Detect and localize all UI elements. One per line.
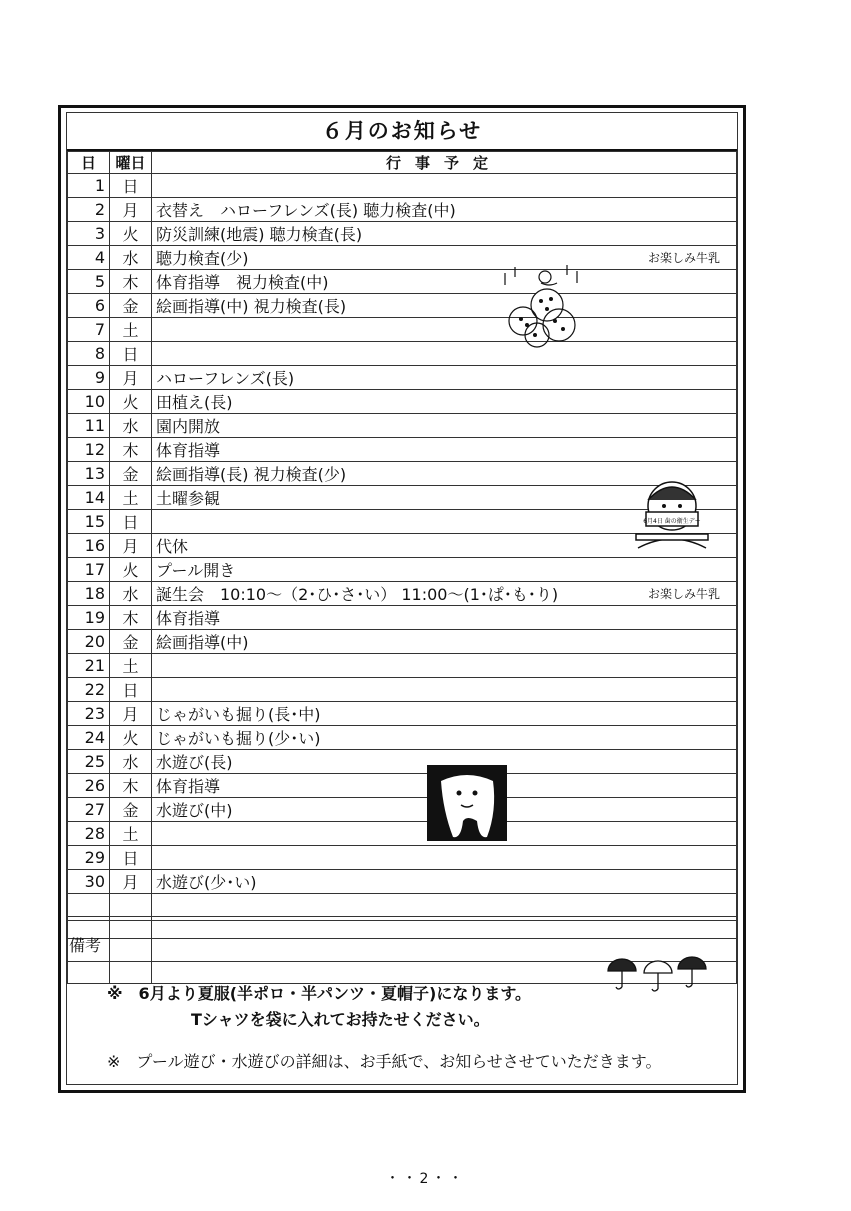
event-text: 聴力検査(少) xyxy=(156,249,249,268)
weekday-cell: 月 xyxy=(110,366,152,390)
weekday-cell: 月 xyxy=(110,534,152,558)
event-cell xyxy=(152,846,737,870)
table-row xyxy=(68,726,737,750)
event-text: 水遊び(長) xyxy=(156,753,233,772)
table-row xyxy=(68,630,737,654)
weekday-cell xyxy=(110,939,152,962)
table-row xyxy=(68,342,737,366)
day-cell: 12 xyxy=(68,438,110,462)
event-text: じゃがいも掘り(長･中) xyxy=(156,705,321,724)
table-row xyxy=(68,558,737,582)
remark-line-1b: Tシャツを袋に入れてお持たせください。 xyxy=(191,1010,490,1029)
table-row xyxy=(68,270,737,294)
event-text: じゃがいも掘り(少･い) xyxy=(156,729,321,748)
weekday-cell: 木 xyxy=(110,606,152,630)
event-text: 田植え(長) xyxy=(156,393,233,412)
day-cell: 25 xyxy=(68,750,110,774)
weekday-cell: 木 xyxy=(110,438,152,462)
schedule-table xyxy=(67,151,737,984)
event-cell xyxy=(152,654,737,678)
table-row xyxy=(68,198,737,222)
weekday-cell: 月 xyxy=(110,702,152,726)
table-row xyxy=(68,318,737,342)
event-text: 体育指導 xyxy=(156,609,221,628)
weekday-cell: 日 xyxy=(110,174,152,198)
day-cell: 3 xyxy=(68,222,110,246)
weekday-cell: 水 xyxy=(110,246,152,270)
table-header-row xyxy=(68,152,737,174)
day-cell: 17 xyxy=(68,558,110,582)
weekday-cell: 火 xyxy=(110,390,152,414)
event-cell xyxy=(152,414,737,438)
page-title: ６月のお知らせ xyxy=(67,113,737,151)
event-cell xyxy=(152,582,737,606)
event-text: 誕生会 10:10～（2･ひ･さ･い） 11:00～(1･ぱ･も･り) xyxy=(156,585,559,604)
event-cell xyxy=(152,174,737,198)
table-row xyxy=(68,222,737,246)
day-cell: 10 xyxy=(68,390,110,414)
event-cell xyxy=(152,342,737,366)
weekday-cell: 火 xyxy=(110,558,152,582)
weekday-cell: 水 xyxy=(110,414,152,438)
day-cell: 11 xyxy=(68,414,110,438)
weekday-cell: 土 xyxy=(110,822,152,846)
weekday-cell: 日 xyxy=(110,510,152,534)
weekday-cell: 木 xyxy=(110,774,152,798)
table-row xyxy=(68,438,737,462)
day-cell: 24 xyxy=(68,726,110,750)
table-row xyxy=(68,654,737,678)
page-number: ・・2・・ xyxy=(385,1171,466,1187)
table-row xyxy=(68,846,737,870)
table-row xyxy=(68,390,737,414)
day-cell: 30 xyxy=(68,870,110,894)
weekday-cell: 日 xyxy=(110,846,152,870)
notice-frame xyxy=(58,105,746,1093)
weekday-cell: 月 xyxy=(110,870,152,894)
day-cell: 23 xyxy=(68,702,110,726)
table-row xyxy=(68,870,737,894)
event-cell xyxy=(152,366,737,390)
weekday-cell: 火 xyxy=(110,726,152,750)
weekday-cell: 月 xyxy=(110,198,152,222)
table-row xyxy=(68,798,737,822)
event-cell xyxy=(152,558,737,582)
table-row xyxy=(68,414,737,438)
event-cell xyxy=(152,678,737,702)
table-row xyxy=(68,894,737,917)
milk-note: お楽しみ牛乳 xyxy=(647,587,720,601)
day-cell xyxy=(68,961,110,984)
event-cell xyxy=(152,606,737,630)
table-row xyxy=(68,366,737,390)
weekday-cell: 日 xyxy=(110,678,152,702)
day-cell: 21 xyxy=(68,654,110,678)
day-cell: 6 xyxy=(68,294,110,318)
table-row xyxy=(68,294,737,318)
event-cell xyxy=(152,438,737,462)
day-cell: 22 xyxy=(68,678,110,702)
day-cell: 1 xyxy=(68,174,110,198)
weekday-cell: 水 xyxy=(110,582,152,606)
day-cell: 4 xyxy=(68,246,110,270)
day-cell: 2 xyxy=(68,198,110,222)
event-text: 体育指導 xyxy=(156,441,221,460)
table-row xyxy=(68,174,737,198)
remark-pool: ※ プール遊び・水遊びの詳細は、お手紙で、お知らせさせていただきます。 xyxy=(107,1052,662,1071)
day-cell: 29 xyxy=(68,846,110,870)
event-text: 体育指導 視力検査(中) xyxy=(156,273,329,292)
hydrangea-snail-illustration xyxy=(497,263,587,351)
event-text: 絵画指導(中) 視力検査(長) xyxy=(156,297,347,316)
weekday-cell: 水 xyxy=(110,750,152,774)
event-text: 土曜参観 xyxy=(156,489,221,508)
event-cell xyxy=(152,222,737,246)
weekday-cell: 金 xyxy=(110,798,152,822)
event-text: 水遊び(少･い) xyxy=(156,873,257,892)
table-row xyxy=(68,246,737,270)
event-text: ハローフレンズ(長) xyxy=(156,369,295,388)
event-cell xyxy=(152,894,737,917)
header-day: 日 xyxy=(68,152,110,174)
weekday-cell: 金 xyxy=(110,462,152,486)
table-row xyxy=(68,678,737,702)
remarks-label: 備考 xyxy=(69,936,102,955)
event-text: 防災訓練(地震) 聴力検査(長) xyxy=(156,225,363,244)
event-cell xyxy=(152,270,737,294)
day-cell: 15 xyxy=(68,510,110,534)
event-cell xyxy=(152,294,737,318)
remarks-divider xyxy=(67,920,737,921)
child-toothbrush-illustration xyxy=(632,478,712,553)
event-cell xyxy=(152,870,737,894)
day-cell: 9 xyxy=(68,366,110,390)
event-text: プール開き xyxy=(156,561,236,580)
event-text: 衣替え ハローフレンズ(長) 聴力検査(中) xyxy=(156,201,456,220)
day-cell: 27 xyxy=(68,798,110,822)
day-cell: 5 xyxy=(68,270,110,294)
header-weekday: 曜日 xyxy=(110,152,152,174)
day-cell: 19 xyxy=(68,606,110,630)
weekday-cell: 土 xyxy=(110,486,152,510)
notice-inner xyxy=(66,112,738,1085)
event-text: 体育指導 xyxy=(156,777,221,796)
weekday-cell: 火 xyxy=(110,222,152,246)
table-row xyxy=(68,774,737,798)
day-cell: 26 xyxy=(68,774,110,798)
table-row xyxy=(68,750,737,774)
event-cell xyxy=(152,726,737,750)
weekday-cell: 金 xyxy=(110,630,152,654)
milk-note: お楽しみ牛乳 xyxy=(647,251,720,265)
event-text: 絵画指導(中) xyxy=(156,633,249,652)
tooth-character-illustration xyxy=(427,765,507,841)
header-schedule: 行事予定 xyxy=(152,152,737,174)
weekday-cell: 土 xyxy=(110,318,152,342)
day-cell: 16 xyxy=(68,534,110,558)
table-row xyxy=(68,702,737,726)
day-cell: 14 xyxy=(68,486,110,510)
remark-line-1a: ※ 6月より夏服(半ポロ・半パンツ・夏帽子)になります。 xyxy=(107,984,532,1003)
table-row xyxy=(68,582,737,606)
event-cell xyxy=(152,630,737,654)
event-cell xyxy=(152,246,737,270)
day-cell: 8 xyxy=(68,342,110,366)
event-text: 絵画指導(長) 視力検査(少) xyxy=(156,465,347,484)
table-row xyxy=(68,606,737,630)
day-cell: 20 xyxy=(68,630,110,654)
day-cell: 28 xyxy=(68,822,110,846)
event-text: 代休 xyxy=(156,537,189,556)
day-cell: 18 xyxy=(68,582,110,606)
weekday-cell xyxy=(110,894,152,917)
event-cell xyxy=(152,390,737,414)
event-cell xyxy=(152,198,737,222)
event-cell xyxy=(152,318,737,342)
weekday-cell: 金 xyxy=(110,294,152,318)
event-cell xyxy=(152,702,737,726)
toothbrush-day-sign: 6月4日 歯の衛生デー xyxy=(643,518,701,525)
weekday-cell: 日 xyxy=(110,342,152,366)
remark-summer-uniform xyxy=(107,981,531,1033)
day-cell: 13 xyxy=(68,462,110,486)
table-row xyxy=(68,822,737,846)
event-text: 園内開放 xyxy=(156,417,221,436)
day-cell xyxy=(68,894,110,917)
day-cell: 7 xyxy=(68,318,110,342)
umbrellas-illustration xyxy=(602,953,712,995)
weekday-cell: 木 xyxy=(110,270,152,294)
event-text: 水遊び(中) xyxy=(156,801,233,820)
weekday-cell: 土 xyxy=(110,654,152,678)
